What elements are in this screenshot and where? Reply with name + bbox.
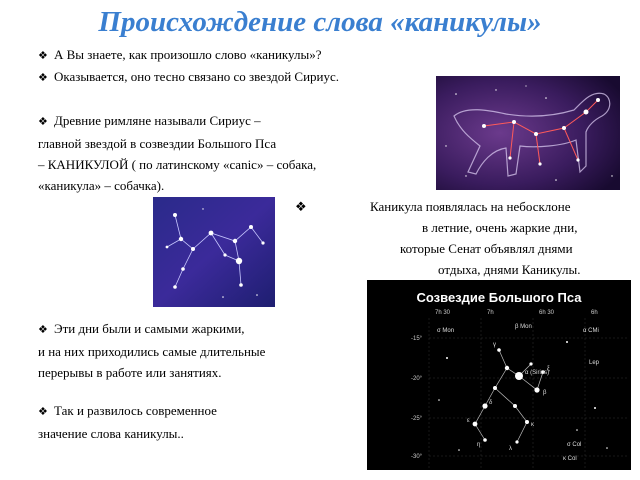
star-label: α (Sirius) — [525, 370, 550, 376]
chart-title: Созвездие Большого Пса — [416, 290, 582, 305]
star-label: ξ — [547, 366, 550, 372]
bullet-icon: ❖ — [38, 324, 48, 336]
dec-tick: -30° — [411, 454, 423, 460]
ra-tick: 6h — [591, 310, 598, 316]
bullet-icon: ❖ — [38, 72, 48, 84]
star-map-image — [153, 197, 275, 307]
intro-bullet-2: ❖ Оказывается, оно тесно связано со звездой Сириус. — [38, 66, 339, 89]
dog-constellation-image — [436, 76, 620, 190]
ra-tick: 7h — [487, 310, 494, 316]
bullet-icon: ❖ — [38, 406, 48, 418]
star-label: κ Col — [563, 456, 577, 462]
bullet-icon: ❖ — [38, 50, 48, 62]
star-label: κ — [531, 422, 534, 428]
dec-tick: -25° — [411, 416, 423, 422]
hot-paragraph: ❖ Эти дни были и самыми жаркими, и на них приходились самые длительные перерывы в работе или занятиях. — [38, 321, 266, 380]
star-label: λ — [509, 446, 512, 452]
canis-major-chart — [367, 280, 631, 470]
summer-bullet-icon: ❖ — [295, 199, 307, 214]
star-label: β Mon — [515, 324, 532, 330]
page-title: Происхождение слова «каникулы» — [98, 6, 542, 38]
summer-paragraph: Каникула появлялась на небосклоне в летние, очень жаркие дни, которые Сенат объявлял днями отдыха, днями Каникулы. — [370, 199, 581, 277]
dec-tick: -15° — [411, 336, 423, 342]
star-label: α CMi — [583, 328, 599, 334]
star-label: γ — [493, 342, 496, 348]
star-label: β — [543, 390, 547, 396]
star-label: σ Col — [567, 442, 582, 448]
star-label: ε — [467, 418, 470, 424]
ra-tick: 6h 30 — [539, 310, 555, 316]
intro-bullet-1: ❖ А Вы знаете, как произошло слово «каникулы»? — [38, 44, 321, 67]
star-label: δ — [489, 400, 493, 406]
star-label: Lep — [589, 360, 600, 366]
bullet-icon: ❖ — [38, 116, 48, 128]
star-label: σ Mon — [437, 328, 455, 334]
star-label: η — [477, 442, 481, 448]
dec-tick: -20° — [411, 376, 423, 382]
rome-paragraph: ❖ Древние римляне называли Сириус – главной звездой в созвездии Большого Пса – КАНИКУЛОЙ ( по латинскому «canic» – собака, «каникула» – собачка). — [38, 113, 317, 193]
ra-tick: 7h 30 — [435, 310, 451, 316]
meaning-paragraph: ❖ Так и развилось современное значение слова каникулы.. — [38, 403, 217, 441]
